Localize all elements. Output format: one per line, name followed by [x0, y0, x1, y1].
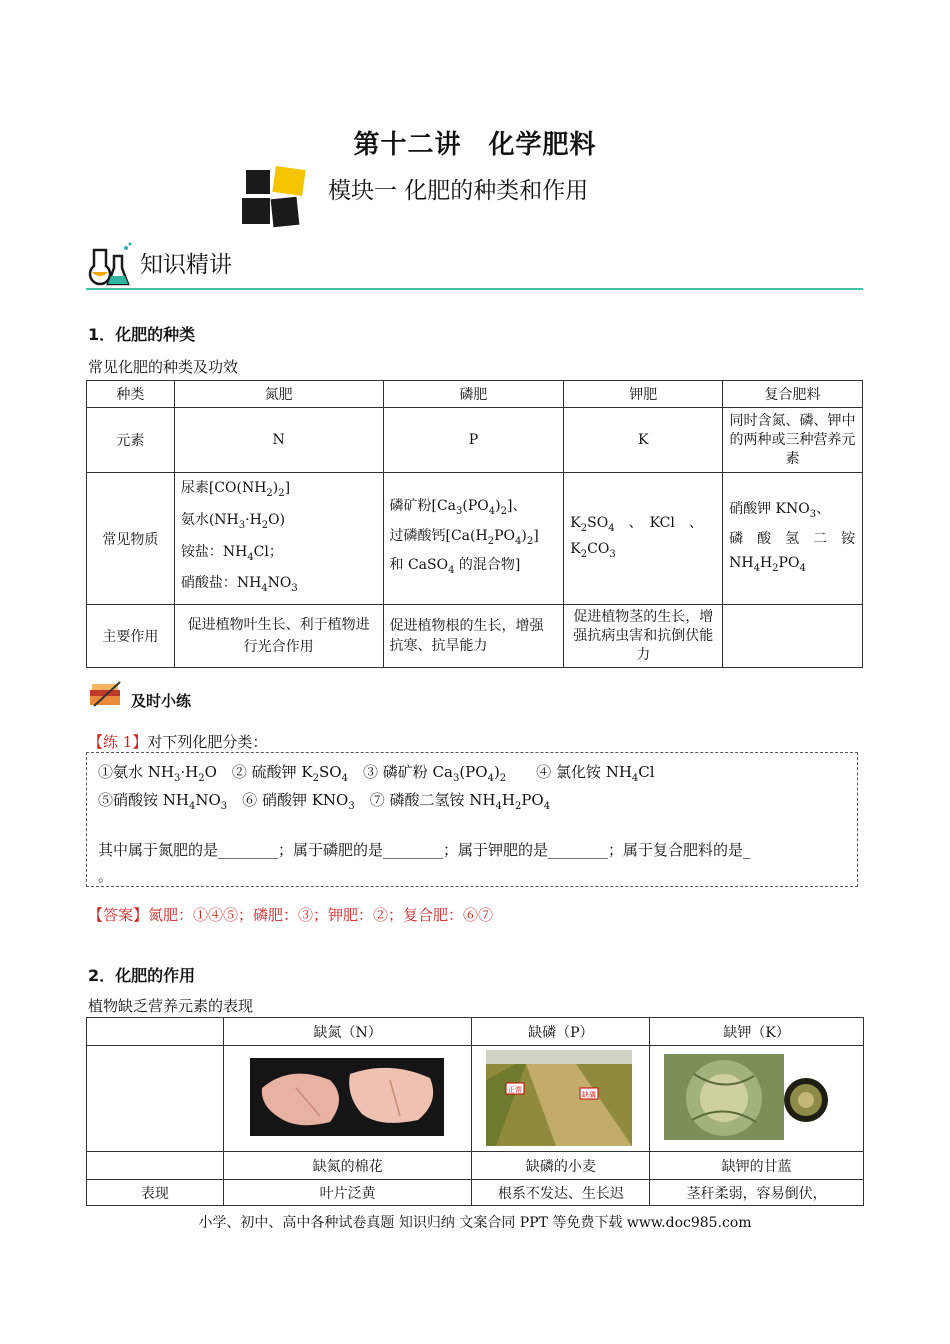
table-header: 磷肥	[383, 381, 564, 408]
practice-question	[88, 731, 267, 752]
table-header: 缺磷（P）	[472, 1018, 650, 1046]
table-2-caption: 植物缺乏营养元素的表现	[88, 997, 254, 1015]
footer: 小学、初中、高中各种试卷真题 知识归纳 文案合同 PPT 等免费下载 www.doc985.com	[198, 1215, 752, 1231]
table-cell: 常见物质	[87, 473, 175, 605]
section-2-heading: 2．化肥的作用	[88, 966, 196, 985]
sign-normal: 正常	[508, 1086, 522, 1094]
table-header: 氮肥	[174, 381, 383, 408]
cabbage-photo	[664, 1054, 828, 1140]
practice-label: 【练 1】	[88, 733, 148, 751]
practice-question-text: 对下列化肥分类：	[147, 733, 268, 751]
sign-deficient: 缺磷	[582, 1091, 596, 1099]
table-cell: 元素	[87, 408, 175, 473]
practice-blanks: 其中属于氮肥的是________；属于磷肥的是________；属于钾肥的是________；属于复合肥料的是_	[98, 841, 751, 859]
phosphorus-substances: 磷矿粉$[Ca_3(PO_4)_2]$、 过磷酸钙$[Ca(H_2PO_4)_2]$ 和 CaSO$_4$ 的混合物]	[383, 473, 564, 605]
section-1-heading: 1．化肥的种类	[88, 325, 196, 344]
table-cell: N	[174, 408, 383, 473]
answer-text: 氮肥：①④⑤；磷肥：③；钾肥：②；复合肥：⑥⑦	[148, 906, 494, 924]
table-header: 复合肥料	[723, 381, 863, 408]
practice-items-2: ⑤硝酸铵 $NH_4NO_3$ ⑥ 硝酸钾 $KNO_3$ ⑦ 磷酸二氢铵 $NH_4H_2PO_4$	[98, 791, 551, 812]
table-cell	[723, 605, 863, 668]
fertilizer-types-table	[86, 380, 863, 668]
nitrogen-substances: 尿素$[CO(NH_2)_2]$ 氨水$(NH_3\cdot H_2O)$ 铵盐：$NH_4Cl$； 硝酸盐：$NH_4NO_3$	[174, 473, 383, 605]
flask-icon	[86, 240, 134, 288]
module-icon	[240, 166, 310, 228]
table-cell: 促进植物根的生长，增强抗寒、抗旱能力	[383, 605, 564, 668]
practice-blank-end: 。	[98, 867, 114, 885]
table-header: 种类	[87, 381, 175, 408]
photo-caption: 缺磷的小麦	[472, 1152, 650, 1180]
table-cell: 根系不发达、生长迟	[472, 1180, 650, 1206]
table-cell	[87, 1046, 224, 1152]
pencil-book-icon	[88, 680, 124, 708]
practice-box	[86, 752, 858, 887]
table-cell: 同时含氮、磷、钾中的两种或三种营养元素	[723, 408, 863, 473]
photo-caption: 缺氮的棉花	[223, 1152, 472, 1180]
table-header: 钾肥	[564, 381, 723, 408]
page-title: 第十二讲 化学肥料	[353, 130, 597, 160]
divider	[86, 288, 863, 290]
wheat-field-photo	[486, 1050, 632, 1146]
potassium-substances: $K_2SO_4$ 、 KCl 、 $K_2CO_3$	[564, 473, 723, 605]
row-label: 表现	[87, 1180, 224, 1206]
table-cell: P	[383, 408, 564, 473]
table-cell: 茎秆柔弱，容易倒伏，	[650, 1180, 864, 1206]
practice-heading: 及时小练	[131, 692, 192, 710]
photo-caption: 缺钾的甘蓝	[650, 1152, 864, 1180]
table-cell: 促进植物茎的生长，增强抗病虫害和抗倒伏能力	[564, 605, 723, 668]
answer	[88, 904, 493, 925]
table-cell	[87, 1152, 224, 1180]
table-cell: 叶片泛黄	[223, 1180, 472, 1206]
table-cell: 主要作用	[87, 605, 175, 668]
table-cell: 促进植物叶生长、利于植物进行光合作用	[174, 605, 383, 668]
practice-items-1: ①氨水 $NH_3\cdot H_2O$ ② 硫酸钾 $K_2SO_4$ ③ 磷矿粉 $Ca_3(PO_4)_2$ ④ 氯化铵 $NH_4Cl$	[98, 763, 655, 784]
table-header: 缺氮（N）	[223, 1018, 472, 1046]
section-title: 知识精讲	[140, 252, 232, 278]
table-header: 缺钾（K）	[650, 1018, 864, 1046]
compound-substances: 硝酸钾 $KNO_3$、 磷 酸 氢 二 铵 $NH_4H_2PO_4$	[723, 473, 863, 605]
table-header	[87, 1018, 224, 1046]
module-title: 模块一 化肥的种类和作用	[328, 178, 589, 204]
table-1-caption: 常见化肥的种类及功效	[88, 358, 239, 376]
cotton-leaf-photo	[250, 1058, 444, 1136]
answer-label: 【答案】	[88, 906, 149, 924]
table-cell: K	[564, 408, 723, 473]
